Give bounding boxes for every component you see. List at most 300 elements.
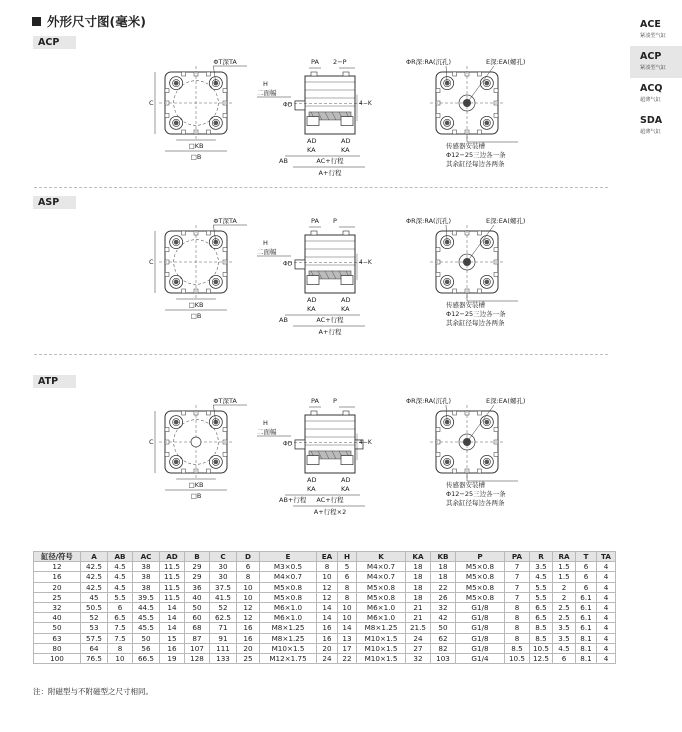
table-cell: 45.5 [133,613,160,623]
dimension-table [33,551,616,664]
table-cell: 8.1 [576,633,597,643]
table-cell: 6.5 [530,613,553,623]
dim-label-ka: KA [307,305,316,313]
table-cell: 14 [317,602,338,612]
dim-label-k: 4−K [359,439,372,446]
table-cell: 8 [338,582,357,592]
dim-label-pa: PA [311,397,319,405]
table-cell: 8 [505,602,530,612]
table-cell: 18 [406,572,431,582]
table-cell: 24 [317,653,338,663]
table-cell: 10 [108,653,133,663]
sensor-slot-note: 传感器安装槽 [446,142,485,150]
table-cell: 20 [237,643,260,653]
nav-code: ACQ [640,83,663,94]
section-label-atp: ATP [33,375,76,388]
title-text: 外形尺寸图(毫米) [47,14,146,29]
table-cell: 14 [317,613,338,623]
table-cell: 16 [34,572,81,582]
section-divider [34,354,608,355]
dim-label-h: H [263,239,268,247]
bolt-box [307,117,319,126]
dim-label-p: 2−P [333,58,347,66]
table-cell: 20 [34,582,81,592]
table-cell: M5×0.8 [260,592,317,602]
table-row [34,572,616,582]
table-row [34,633,616,643]
table-cell: 30 [210,562,237,572]
table-cell: 128 [185,653,210,663]
slot-notch [494,272,498,276]
nav-item-ace[interactable] [630,14,682,46]
slot-notch [165,452,169,456]
dim-label-c: C [149,258,154,266]
piston-rod [295,101,305,110]
table-cell: 17 [338,643,357,653]
table-cell: M10×1.5 [357,633,406,643]
table-row [34,653,616,663]
slot-notch [436,248,440,252]
slot-notch [494,89,498,93]
slot-notch [494,452,498,456]
slot-notch [182,411,186,415]
sensor-slot-note: Φ12−25三边各一条 [446,310,506,318]
table-cell: 12 [317,592,338,602]
table-cell: 12 [237,602,260,612]
table-cell: 6 [576,582,597,592]
slot-notch [206,72,210,76]
slot-notch [165,428,169,432]
table-cell: 21 [406,613,431,623]
table-cell: 56 [133,643,160,653]
table-header-cell: EA [317,552,338,562]
table-header-cell: AB [108,552,133,562]
table-cell: 4 [597,602,616,612]
nav-code: ACP [640,51,662,62]
table-cell: 27 [406,643,431,653]
dim-label-ad: AD [341,137,351,145]
slot-notch [453,289,457,293]
port-top [311,231,317,235]
slot-notch [206,289,210,293]
table-cell: 36 [185,582,210,592]
slot-notch [477,72,481,76]
table-cell: 4 [597,623,616,633]
table-cell: M12×1.75 [260,653,317,663]
table-cell: 6.1 [576,592,597,602]
dim-label-ad: AD [341,296,351,304]
dim-label-ac: AC+行程 [316,496,344,504]
page-title [32,12,146,30]
slot-notch [477,289,481,293]
table-cell: 22 [338,653,357,663]
table-header-cell: D [237,552,260,562]
section-label-acp: ACP [33,36,76,49]
dim-label-p: P [333,217,337,225]
table-cell: G1/8 [456,613,505,623]
table-cell: 50.5 [81,602,108,612]
table-cell: 2 [553,582,576,592]
table-header-row [34,552,616,562]
slot-notch [436,113,440,117]
table-header-cell: C [210,552,237,562]
rear-ra-callout: ΦR深:RA(沉孔) [406,217,452,225]
dim-label-b: □B [190,492,202,500]
slot-notch [182,231,186,235]
slot-notch [165,89,169,93]
table-cell: M4×0.7 [357,562,406,572]
slot-notch [182,72,186,76]
rear-ea-callout: E深:EA(螺孔) [486,58,526,66]
table-cell: M8×1.25 [260,623,317,633]
table-cell: 30 [210,572,237,582]
table-cell: 11.5 [160,582,185,592]
table-cell: 6.5 [530,602,553,612]
table-cell: G1/8 [456,623,505,633]
table-cell: 12 [34,562,81,572]
table-header-cell: R [530,552,553,562]
dim-label-h: H [263,80,268,88]
dim-label-ka: KA [341,305,350,313]
dim-label-ab: AB [279,316,288,324]
table-header-cell: P [456,552,505,562]
bolt-box [307,456,319,465]
table-cell: 18 [431,562,456,572]
table-cell: 4.5 [530,572,553,582]
nav-sub: 紧凑型气缸 [640,33,666,39]
table-cell: 2 [553,592,576,602]
table-cell: 7.5 [108,633,133,643]
slot-notch [206,130,210,134]
table-cell: 8 [505,613,530,623]
table-cell: 3.5 [553,633,576,643]
table-header-cell: AC [133,552,160,562]
table-cell: 8.1 [576,643,597,653]
bolt-box [307,276,319,285]
table-row [34,613,616,623]
sensor-slot-note: Φ12−25三边各一条 [446,490,506,498]
piston-rod [295,260,305,269]
slot-notch [453,231,457,235]
table-header-cell: PA [505,552,530,562]
table-header-cell: RA [553,552,576,562]
sensor-slot-note: 其余缸径每边各两条 [446,499,505,507]
table-row [34,602,616,612]
table-cell: 4 [597,562,616,572]
port-top [311,72,317,76]
table-cell: 29 [185,562,210,572]
table-cell: 1.5 [553,562,576,572]
table-cell: 133 [210,653,237,663]
slot-notch [165,248,169,252]
table-cell: 6.1 [576,623,597,633]
dim-label-pa: PA [311,217,319,225]
table-cell: 100 [34,653,81,663]
dim-label-kb: □KB [188,142,204,150]
table-cell: 6.1 [576,602,597,612]
table-cell: 38 [133,572,160,582]
footnote: 注：附磁型与不附磁型之尺寸相同。 [33,687,153,696]
table-cell: 4 [597,592,616,602]
table-cell: G1/8 [456,643,505,653]
rear-ra-callout: ΦR深:RA(沉孔) [406,397,452,405]
table-cell: 16 [237,633,260,643]
slot-notch [436,452,440,456]
table-cell: M10×1.5 [260,643,317,653]
table-cell: G1/8 [456,633,505,643]
table-cell: 8 [505,633,530,643]
table-cell: 26 [431,592,456,602]
rear-ra-callout: ΦR深:RA(沉孔) [406,58,452,66]
table-cell: 1.5 [553,572,576,582]
table-cell: 4 [597,643,616,653]
dim-label-b: □B [190,312,202,320]
slot-notch [477,469,481,473]
table-cell: 50 [431,623,456,633]
table-row [34,643,616,653]
table-cell: 8.1 [576,653,597,663]
table-cell: 38 [133,582,160,592]
section-label-asp: ASP [33,196,76,209]
table-header-cell: T [576,552,597,562]
table-cell: 10.5 [505,653,530,663]
nav-code: ACE [640,19,661,30]
table-cell: 24 [406,633,431,643]
table-cell: M4×0.7 [260,572,317,582]
table-cell: 7 [505,582,530,592]
table-cell: 6 [338,572,357,582]
table-cell: M5×0.8 [357,592,406,602]
port-top [343,231,349,235]
table-cell: 41.5 [210,592,237,602]
port-top [343,72,349,76]
table-cell: 8.5 [505,643,530,653]
slot-notch [206,469,210,473]
sensor-slot-note: 传感器安装槽 [446,481,485,489]
dim-label-ad: AD [307,137,317,145]
table-cell: 4 [597,582,616,592]
slot-notch [223,89,227,93]
dim-label-a: A+行程×2 [313,508,347,516]
table-cell: 62 [431,633,456,643]
rod-end [191,437,201,447]
piston-rod [295,440,305,449]
table-cell: 60 [185,613,210,623]
dim-label-ka: KA [307,485,316,493]
hole-callout: ΦT深TA [213,58,237,66]
table-header-cell: TA [597,552,616,562]
table-cell: 3.5 [530,562,553,572]
table-cell: 6 [237,562,260,572]
table-cell: 82 [431,643,456,653]
bolt-box [341,456,353,465]
table-cell: 21 [406,602,431,612]
slot-notch [223,248,227,252]
slot-notch [477,130,481,134]
table-cell: 7.5 [108,623,133,633]
table-cell: 6 [553,653,576,663]
table-cell: 39.5 [133,592,160,602]
table-cell: 45 [81,592,108,602]
table-cell: 4.5 [108,562,133,572]
table-cell: M6×1.0 [260,613,317,623]
table-body [34,562,616,664]
slot-notch [223,113,227,117]
table-cell: M4×0.7 [357,572,406,582]
slot-notch [436,272,440,276]
asp-drawing [0,209,682,349]
table-header-cell: H [338,552,357,562]
dim-label-a: A+行程 [318,169,342,177]
table-cell: 44.5 [133,602,160,612]
slot-notch [182,130,186,134]
slot-notch [165,113,169,117]
table-cell: 18 [406,582,431,592]
table-cell: 22 [431,582,456,592]
table-cell: 5.5 [108,592,133,602]
table-cell: 18 [406,592,431,602]
rear-ea-callout: E深:EA(螺孔) [486,397,526,405]
table-cell: 42 [431,613,456,623]
table-cell: 38 [133,562,160,572]
table-header-cell: KB [431,552,456,562]
table-cell: 6 [576,572,597,582]
table-cell: 40 [34,613,81,623]
dim-label-h: H [263,419,268,427]
table-cell: 6.5 [108,613,133,623]
dim-label-d: ΦD [283,260,293,268]
bolt-box [341,117,353,126]
table-cell: M10×1.5 [357,643,406,653]
dim-label-ka: KA [341,146,350,154]
table-cell: 66.5 [133,653,160,663]
table-cell: 5.5 [530,592,553,602]
dim-label-k: 4−K [359,100,372,107]
table-cell: 19 [160,653,185,663]
hole-callout: ΦT深TA [213,397,237,405]
table-cell: 3.5 [553,623,576,633]
table-cell: 10 [237,592,260,602]
table-cell: M5×0.8 [456,572,505,582]
table-cell: M3×0.5 [260,562,317,572]
table-header-cell: K [357,552,406,562]
table-cell: 71 [210,623,237,633]
nav-code: SDA [640,115,663,126]
dim-label-k: 4−K [359,259,372,266]
table-cell: 8 [338,592,357,602]
slot-notch [477,411,481,415]
table-cell: M5×0.8 [456,562,505,572]
table-cell: 21.5 [406,623,431,633]
table-cell: 10 [237,582,260,592]
table-cell: 103 [431,653,456,663]
table-cell: M6×1.0 [357,602,406,612]
table-header-cell: A [81,552,108,562]
table-header-cell: E [260,552,317,562]
table-cell: M8×1.25 [357,623,406,633]
table-cell: 40 [185,592,210,602]
table-cell: 15 [160,633,185,643]
table-cell: 14 [160,613,185,623]
rear-ea-callout: E深:EA(螺孔) [486,217,526,225]
table-cell: 16 [317,633,338,643]
table-cell: 4 [597,633,616,643]
table-cell: 18 [406,562,431,572]
table-cell: 2.5 [553,613,576,623]
table-cell: 32 [406,653,431,663]
table-cell: 11.5 [160,592,185,602]
table-cell: M5×0.8 [456,592,505,602]
slot-notch [453,411,457,415]
table-cell: M8×1.25 [260,633,317,643]
dim-label-ad: AD [341,476,351,484]
table-row [34,582,616,592]
dim-label-kb: □KB [188,481,204,489]
table-cell: 10 [317,572,338,582]
table-header-cell: B [185,552,210,562]
table-cell: 8.5 [530,623,553,633]
sensor-slot-note: Φ12−25三边各一条 [446,151,506,159]
table-cell: M5×0.8 [260,582,317,592]
table-cell: 91 [210,633,237,643]
slot-notch [182,289,186,293]
table-cell: 4.5 [553,643,576,653]
dim-label-flats: 二面幅 [257,89,277,97]
table-cell: 63 [34,633,81,643]
dim-label-ac: AC+行程 [316,316,344,324]
dim-label-d: ΦD [283,101,293,109]
slot-notch [182,469,186,473]
dim-label-ab: AB+行程 [279,496,307,504]
table-cell: 8.5 [530,633,553,643]
dim-label-d: ΦD [283,440,293,448]
table-cell: 10 [338,613,357,623]
table-cell: 42.5 [81,562,108,572]
dim-label-ka: KA [307,146,316,154]
table-cell: 8 [317,562,338,572]
port-top [343,411,349,415]
table-cell: 76.5 [81,653,108,663]
table-cell: 52 [81,613,108,623]
table-header-cell: AD [160,552,185,562]
table-cell: 8 [237,572,260,582]
slot-notch [436,428,440,432]
title-square-icon [32,17,41,26]
dim-label-b: □B [190,153,202,161]
slot-notch [494,113,498,117]
table-cell: 4.5 [108,582,133,592]
table-cell: 7 [505,572,530,582]
table-cell: 57.5 [81,633,108,643]
sensor-slot-note: 其余缸径每边各两条 [446,160,505,168]
table-cell: M10×1.5 [357,653,406,663]
port-top [311,411,317,415]
dim-label-ad: AD [307,476,317,484]
acp-drawing [0,50,682,190]
hole-callout: ΦT深TA [213,217,237,225]
slot-notch [223,272,227,276]
table-cell: 11.5 [160,562,185,572]
table-cell: 7 [505,592,530,602]
slot-notch [494,428,498,432]
table-cell: 87 [185,633,210,643]
table-cell: 16 [237,623,260,633]
table-cell: 7 [505,562,530,572]
table-cell: 5.5 [530,582,553,592]
table-cell: 16 [160,643,185,653]
table-cell: 6.1 [576,613,597,623]
slot-notch [453,72,457,76]
